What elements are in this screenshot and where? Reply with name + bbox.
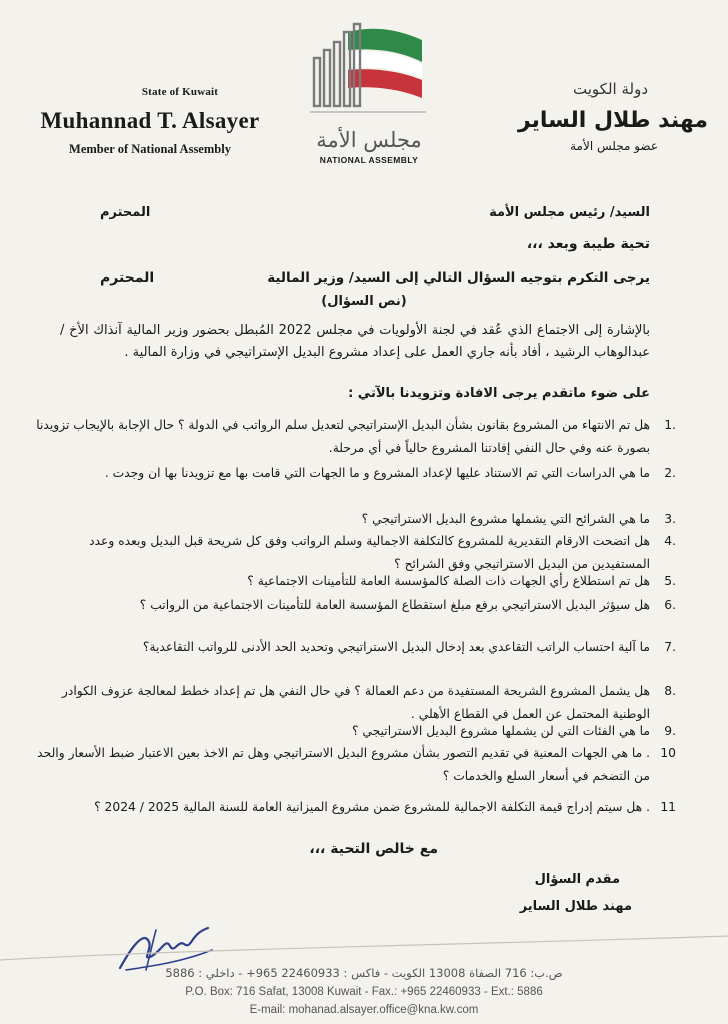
question-text: ما آلية احتساب الراتب التقاعدي بعد إدخال البديل الاستراتيجي وتحديد الحد الأدنى للرواتب التقاعدية؟	[142, 640, 650, 654]
question-number: 11	[660, 800, 676, 814]
respected-label-2: المحترم	[100, 270, 155, 286]
addressee-line: السيد/ رئيس مجلس الأمة	[489, 205, 650, 220]
question-number: 1.	[664, 418, 676, 432]
english-letterhead	[20, 86, 280, 157]
respected-label: المحترم	[100, 205, 151, 220]
question-title: (نص السؤال)	[321, 294, 407, 309]
logo-arabic-text: مجلس الأمة	[316, 128, 422, 152]
question-item	[28, 594, 676, 617]
signature-label: مقدم السؤال	[534, 872, 620, 887]
question-number: 2.	[664, 466, 676, 480]
question-text: هل تم الانتهاء من المشروع بقانون بشأن البديل الإستراتيجي لتعديل سلم الرواتب في الدولة ؟ حال الإجابة بالإيجاب تزويدنا بصورة عنه وفي حال النفي إفادتنا المشروع حالياً في أي مرحلة.	[36, 418, 650, 455]
arabic-letterhead	[458, 80, 708, 153]
question-number: 3.	[664, 512, 676, 526]
question-item	[28, 508, 676, 531]
question-number: 10	[660, 746, 676, 760]
question-item	[28, 414, 676, 460]
question-text: هل سيؤثر البديل الاستراتيجي برفع مبلغ استقطاع المؤسسة العامة للتأمينات الاجتماعية من الرواتب ؟	[139, 598, 650, 612]
logo-english-text: NATIONAL ASSEMBLY	[319, 155, 419, 165]
question-item	[28, 796, 676, 819]
assembly-emblem-icon	[300, 18, 438, 128]
english-state-label: State of Kuwait	[141, 86, 219, 98]
arabic-state-label: دولة الكويت	[573, 80, 648, 98]
question-text: ما هي الدراسات التي تم الاستناد عليها لإعداد المشروع و ما الجهات التي قامت بها مع تزويدنا بها ان وجدت .	[104, 466, 650, 480]
arabic-member-name: مهند طلال الساير	[517, 108, 708, 133]
question-text: هل يشمل المشروع الشريحة المستفيدة من دعم العمالة ؟ في حال النفي هل تم إعداد خطط لمعالجة عزوف الكوادر الوطنية المحتمل عن العمل في القطاع الأهلي .	[61, 684, 650, 721]
question-number: 5.	[664, 574, 676, 588]
closing-line: مع خالص التحية ،،،	[309, 841, 438, 857]
question-number: 9.	[664, 724, 676, 738]
footer-english-address: P.O. Box: 716 Safat, 13008 Kuwait - Fax.: +965 22460933 - Ext.: 5886	[185, 986, 543, 998]
english-member-title: Member of National Assembly	[69, 142, 231, 156]
national-assembly-logo	[300, 18, 438, 166]
question-text: هل تم استطلاع رأي الجهات ذات الصلة كالمؤسسة العامة للتأمينات الاجتماعية ؟	[247, 574, 650, 588]
question-text: هل اتضحت الارقام التقديرية للمشروع كالتكلفة الاجمالية وسلم الرواتب وفق كل شريحة قبل البديل وبعده وعدد المستفيدين من البديل الاستراتيجي وفق الشرائح ؟	[89, 534, 650, 571]
question-item	[28, 720, 676, 743]
question-item	[28, 636, 676, 659]
question-item	[28, 742, 676, 788]
request-line: يرجى التكرم بتوجيه السؤال التالي إلى السيد/ وزير المالية	[267, 270, 650, 286]
footer-arabic-address: ص.ب: 716 الصفاة 13008 الكويت - فاكس : 22460933 965+ - داخلي : 5886	[165, 966, 563, 980]
greeting-line: تحية طيبة وبعد ،،،	[526, 236, 650, 252]
question-number: 8.	[664, 684, 676, 698]
question-number: 6.	[664, 598, 676, 612]
intro-paragraph: بالإشارة إلى الاجتماع الذي عُقد في لجنة الأولويات في مجلس 2022 المُبطل بحضور وزير المالية آنذاك الأخ / عبدالوهاب الرشيد ، أفاد بأنه جاري العمل على إعداد مشروع البديل الإستراتيجي في وزارة المالية .	[60, 323, 650, 360]
english-member-name: Muhannad T. Alsayer	[40, 108, 260, 133]
question-text: . هل سيتم إدراج قيمة التكلفة الاجمالية للمشروع ضمن مشروع الميزانية العامة للسنة المالية 2025 / 2024 ؟	[94, 800, 650, 814]
signature-name: مهند طلال الساير	[519, 899, 632, 914]
question-number: 7.	[664, 640, 676, 654]
question-number: 4.	[664, 534, 676, 548]
list-intro: على ضوء ماتقدم يرجى الافادة وتزويدنا بالآتي :	[348, 386, 650, 401]
arabic-member-title: عضو مجلس الأمة	[570, 139, 658, 153]
footer-email: E-mail: mohanad.alsayer.office@kna.kw.com	[249, 1004, 479, 1016]
question-text: ما هي الفئات التي لن يشملها مشروع البديل الاستراتيجي ؟	[351, 724, 650, 738]
question-text: ما هي الشرائح التي يشملها مشروع البديل الاستراتيجي ؟	[361, 512, 650, 526]
question-text: . ما هي الجهات المعنية في تقديم التصور بشأن مشروع البديل الاستراتيجي وهل تم الاخذ بعين الاعتبار ضبط الأسعار والحد من التضخم في أسعار السلع والخدمات ؟	[37, 746, 650, 783]
footer-divider-curve	[0, 930, 728, 970]
question-item	[28, 570, 676, 593]
question-item	[28, 462, 676, 485]
